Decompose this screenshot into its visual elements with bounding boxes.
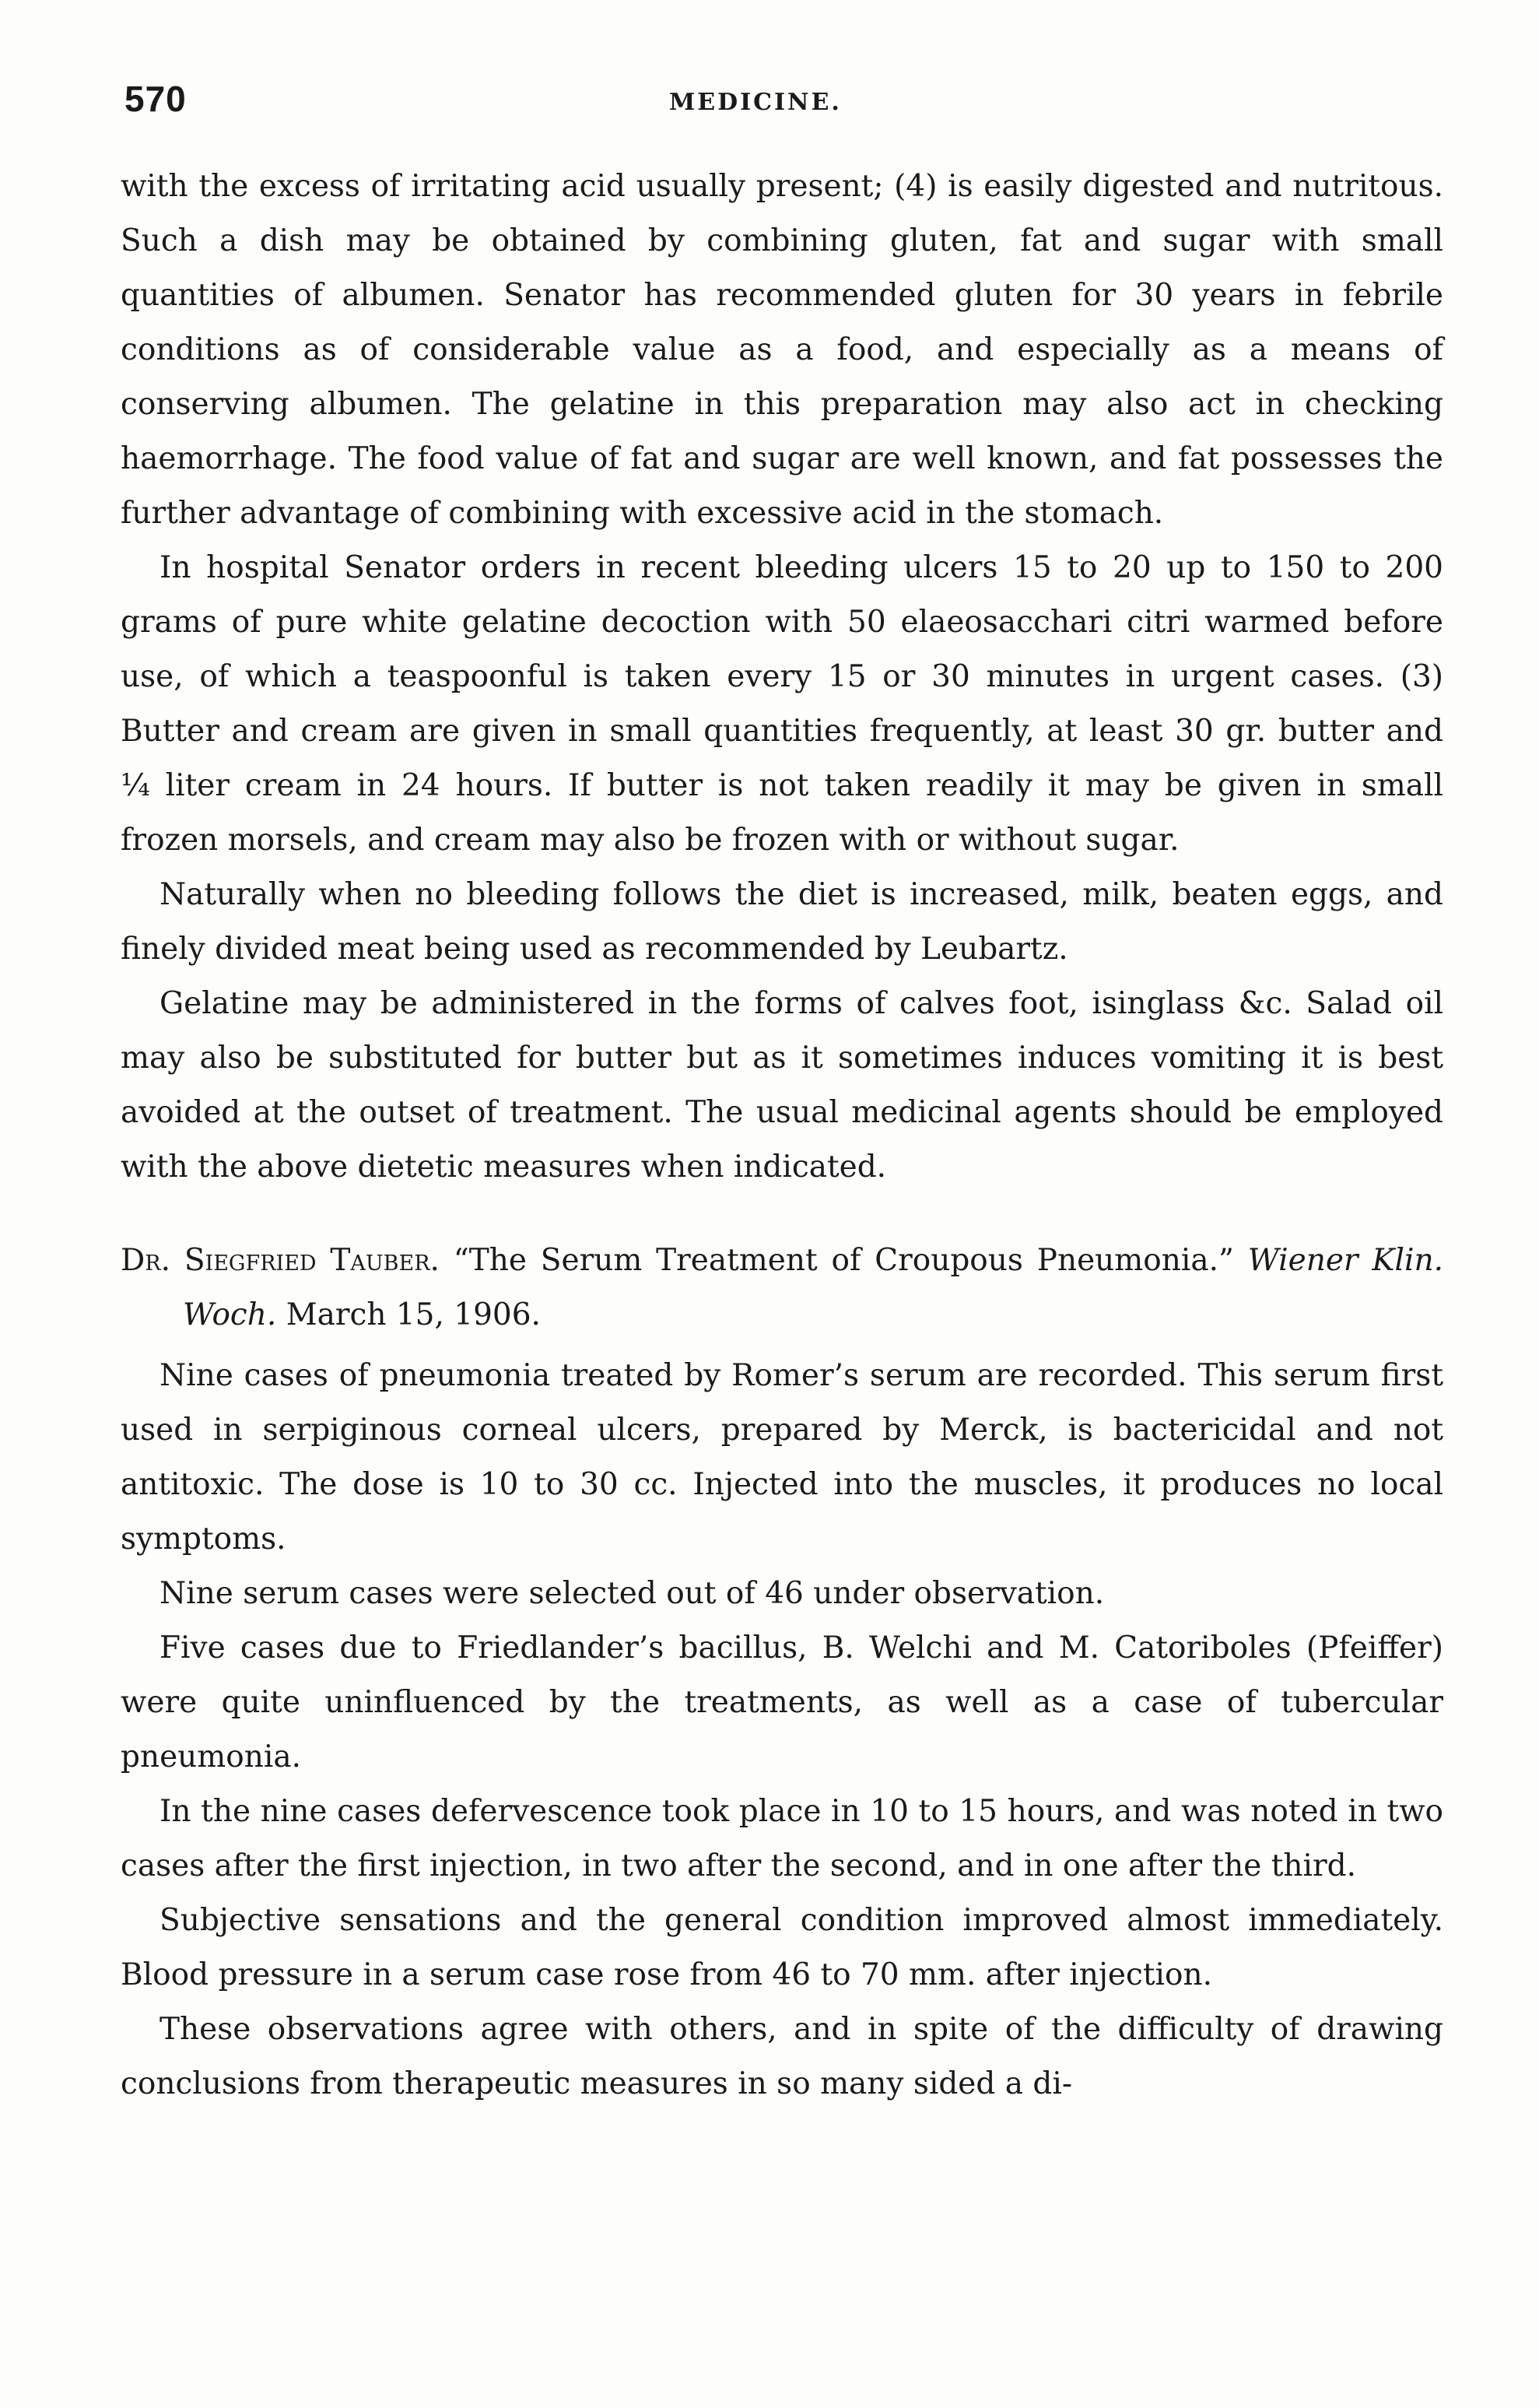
paragraph: Naturally when no bleeding follows the diet is increased, milk, beaten eggs, and finely divided meat being used as recommended by Leubartz. (121, 877, 1443, 967)
citation-title: “The Serum Treatment of Croupous Pneumonia.” (453, 1243, 1234, 1278)
paragraph: In the nine cases defervescence took place in 10 to 15 hours, and was noted in two cases after the first injection, in two after the second, and in one after the third. (121, 1794, 1443, 1883)
article-body (121, 160, 1443, 2111)
paragraph: Gelatine may be administered in the forms of calves foot, isinglass &c. Salad oil may also be substituted for butter but as it sometimes induces vomiting it is best avoided at the outset of treatment. The usual medicinal agents should be employed with the above dietetic measures when indicated. (121, 986, 1443, 1185)
paragraph: Five cases due to Friedlander’s bacillus, B. Welchi and M. Catoriboles (Pfeiffer) were quite uninfluenced by the treatments, as well as a case of tubercular pneumonia. (121, 1630, 1443, 1774)
paragraph: These observations agree with others, and in spite of the difficulty of drawing conclusions from therapeutic measures in so many sided a di- (121, 2012, 1443, 2101)
paragraph: with the excess of irritating acid usually present; (4) is easily digested and nutritous. Such a dish may be obtained by combining gluten, fat and sugar with small quantities of albumen. Senator has recommended gluten for 30 years in febrile conditions as of considerable value as a food, and especially as a means of conserving albumen. The gelatine in this preparation may also act in checking haemorrhage. The food value of fat and sugar are well known, and fat possesses the further advantage of combining with excessive acid in the stomach. (121, 169, 1443, 531)
citation (121, 1234, 1443, 1343)
paragraph: Nine cases of pneumonia treated by Romer’s serum are recorded. This serum first used in serpiginous corneal ulcers, prepared by Merck, is bactericidal and not antitoxic. The dose is 10 to 30 cc. Injected into the muscles, it produces no local symptoms. (121, 1358, 1443, 1557)
citation-author: Dr. Siegfried Tauber. (121, 1243, 440, 1278)
paragraph: Subjective sensations and the general condition improved almost immediately. Blood pressure in a serum case rose from 46 to 70 mm. after injection. (121, 1903, 1443, 1992)
paragraph: In hospital Senator orders in recent bleeding ulcers 15 to 20 up to 150 to 200 grams of pure white gelatine decoction with 50 elaeosacchari citri warmed before use, of which a teaspoonful is taken every 15 or 30 minutes in urgent cases. (3) Butter and cream are given in small quantities frequently, at least 30 gr. butter and ¼ liter cream in 24 hours. If butter is not taken readily it may be given in small frozen morsels, and cream may also be frozen with or without sugar. (121, 550, 1443, 858)
citation-date: March 15, 1906. (286, 1297, 541, 1332)
running-head: MEDICINE. (669, 89, 842, 116)
citation-journal: Wiener Klin. Woch. (183, 1243, 1444, 1332)
paragraph: Nine serum cases were selected out of 46 under observation. (160, 1576, 1105, 1611)
page-header (124, 78, 1447, 132)
page-number: 570 (124, 79, 187, 119)
